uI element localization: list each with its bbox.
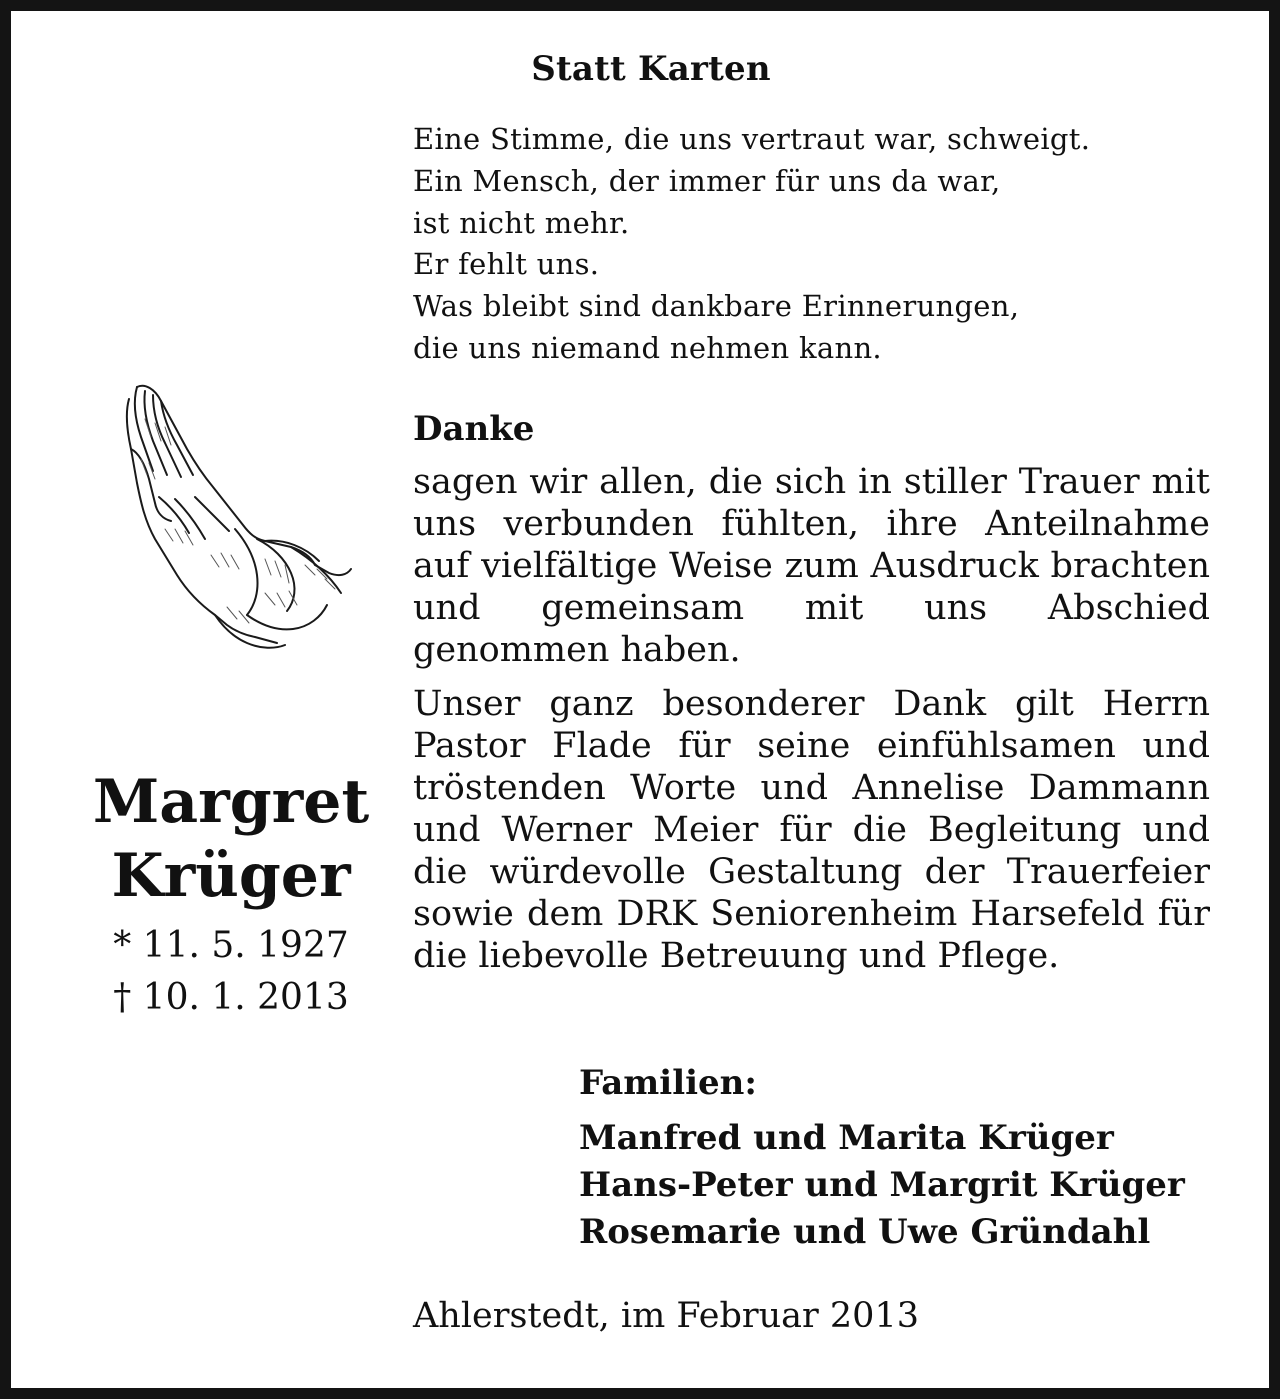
families-list	[579, 1115, 1185, 1256]
family-name: Hans-Peter und Margrit Krüger	[579, 1165, 1185, 1205]
birth-date: * 11. 5. 1927	[113, 925, 349, 966]
danke-title: Danke	[413, 409, 535, 449]
poem-line: Er fehlt uns.	[413, 247, 600, 282]
poem-line: ist nicht mehr.	[413, 205, 630, 240]
deceased-last-name: Krüger	[111, 841, 351, 911]
poem-line: Eine Stimme, die uns vertraut war, schweigt.	[413, 122, 1091, 156]
poem	[413, 119, 1233, 370]
heading: Statt Karten	[531, 49, 771, 89]
family-name: Rosemarie und Uwe Gründahl	[579, 1212, 1151, 1252]
death-date: † 10. 1. 2013	[113, 977, 349, 1018]
families-title: Familien:	[579, 1063, 757, 1103]
thanks-paragraph: sagen wir allen, die sich in stiller Trauer mit uns verbunden fühlten, ihre Anteilnahme auf vielfältige Weise zum Ausdruck brachten und gemeinsam mit uns Abschied genommen haben.	[413, 462, 1210, 670]
special-thanks-paragraph: Unser ganz besonderer Dank gilt Herrn Pastor Flade für seine einfühlsamen und tröstenden Worte und Annelise Dammann und Werner Meier für die Begleitung und die würdevolle Gestaltung der Trauerfeier sowie dem DRK Seniorenheim Harsefeld für die liebevolle Betreuung und Pflege.	[413, 684, 1210, 976]
family-name: Manfred und Marita Krüger	[579, 1118, 1114, 1158]
deceased-first-name: Margret	[92, 767, 370, 837]
place-and-date: Ahlerstedt, im Februar 2013	[413, 1296, 919, 1336]
poem-line: Ein Mensch, der immer für uns da war,	[413, 163, 1001, 198]
poem-line: die uns niemand nehmen kann.	[413, 330, 882, 365]
praying-hands-icon	[115, 379, 355, 659]
poem-line: Was bleibt sind dankbare Erinnerungen,	[413, 289, 1020, 324]
